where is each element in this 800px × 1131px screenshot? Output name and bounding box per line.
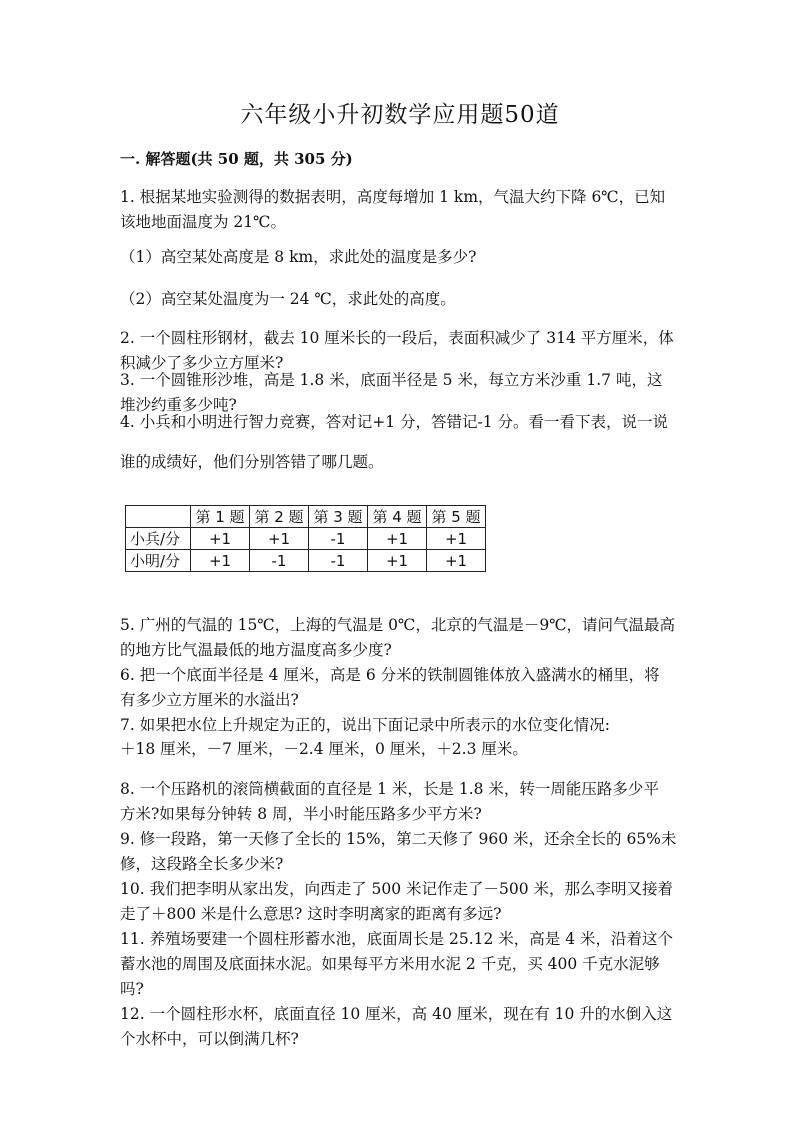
score-cell: +1 [191,550,250,572]
score-cell: +1 [191,528,250,550]
table-row [126,550,486,572]
score-table-header: 第 4 题 [368,506,427,528]
score-table-row-label: 小明/分 [126,550,191,572]
question-1-sub-1: （1）高空某处高度是 8 km，求此处的温度是多少? [120,248,477,266]
table-row [126,528,486,550]
question-12-line-2: 个水杯中，可以倒满几杯? [120,1030,299,1048]
question-1-line-1: 1. 根据某地实验测得的数据表明，高度每增加 1 km，气温大约下降 6℃，已知 [120,188,666,206]
question-12-line-1: 12. 一个圆柱形水杯，底面直径 10 厘米，高 40 厘米，现在有 10 升的水倒入这 [120,1005,673,1023]
question-3-line-1: 3. 一个圆锥形沙堆，高是 1.8 米，底面半径是 5 米，每立方米沙重 1.7 吨，这 [120,371,663,389]
question-10-line-1: 10. 我们把李明从家出发，向西走了 500 米记作走了－500 米，那么李明又接着 [120,880,674,898]
question-1 [120,185,685,235]
score-cell: -1 [309,528,368,550]
score-table-header: 第 5 题 [427,506,486,528]
score-table-corner [126,506,191,528]
question-4-line-2: 谁的成绩好，他们分别答错了哪几题。 [120,453,384,471]
score-cell: -1 [309,550,368,572]
score-cell: -1 [250,550,309,572]
score-table [125,505,486,572]
question-7-line-1: 7. 如果把水位上升规定为正的，说出下面记录中所表示的水位变化情况: [120,716,610,734]
question-11-line-2: 蓄水池的周围及底面抹水泥。如果每平方米用水泥 2 千克，买 400 千克水泥够 [120,955,660,973]
score-table-row-label: 小兵/分 [126,528,191,550]
question-5-line-1: 5. 广州的气温的 15℃，上海的气温是 0℃，北京的气温是－9℃，请问气温最高 [120,616,676,634]
question-11-line-1: 11. 养殖场要建一个圆柱形蓄水池，底面周长是 25.12 米，高是 4 米，沿着这个 [120,930,674,948]
score-table-header: 第 3 题 [309,506,368,528]
section-heading: 一. 解答题(共 50 题，共 305 分) [120,150,353,168]
score-cell: +1 [368,528,427,550]
score-cell: +1 [368,550,427,572]
score-table-header-row [126,506,486,528]
questions-8-12 [120,777,685,1052]
question-5-line-2: 的地方比气温最低的地方温度高多少度? [120,641,392,659]
score-cell: +1 [250,528,309,550]
question-2-line-1: 2. 一个圆柱形钢材，截去 10 厘米长的一段后，表面积减少了 314 平方厘米，体 [120,329,674,347]
question-1-sub-2: （2）高空某处温度为一 24 ℃，求此处的高度。 [120,290,456,308]
question-8-line-2: 方米?如果每分钟转 8 周，半小时能压路多少平方米? [120,805,482,823]
score-cell: +1 [427,528,486,550]
question-8-line-1: 8. 一个压路机的滚筒横截面的直径是 1 米，长是 1.8 米，转一周能压路多少平 [120,780,659,798]
question-9-line-1: 9. 修一段路，第一天修了全长的 15%，第二天修了 960 米，还余全长的 65%未 [120,830,677,848]
question-6-line-1: 6. 把一个底面半径是 4 厘米，高是 6 分米的铁制圆锥体放入盛满水的桶里，将 [120,666,660,684]
question-7-line-2: ＋18 厘米，－7 厘米，－2.4 厘米，0 厘米，＋2.3 厘米。 [120,740,528,758]
score-cell: +1 [427,550,486,572]
question-9-line-2: 修，这段路全长多少米? [120,855,284,873]
question-3-line-2: 堆沙约重多少吨? [120,396,237,414]
score-table-header: 第 2 题 [250,506,309,528]
question-1-line-2: 该地地面温度为 21℃。 [120,213,286,231]
page-title: 六年级小升初数学应用题50道 [240,102,560,128]
question-2-line-2: 积减少了多少立方厘米? [120,354,284,372]
question-4-line-1: 4. 小兵和小明进行智力竞赛，答对记+1 分，答错记-1 分。看一看下表，说一说 [120,413,669,431]
question-11-line-3: 吗? [120,980,144,998]
score-table-header: 第 1 题 [191,506,250,528]
question-6-line-2: 有多少立方厘米的水溢出? [120,691,299,709]
question-10-line-2: 走了＋800 米是什么意思? 这时李明离家的距离有多远? [120,905,502,923]
question-5 [120,613,685,738]
